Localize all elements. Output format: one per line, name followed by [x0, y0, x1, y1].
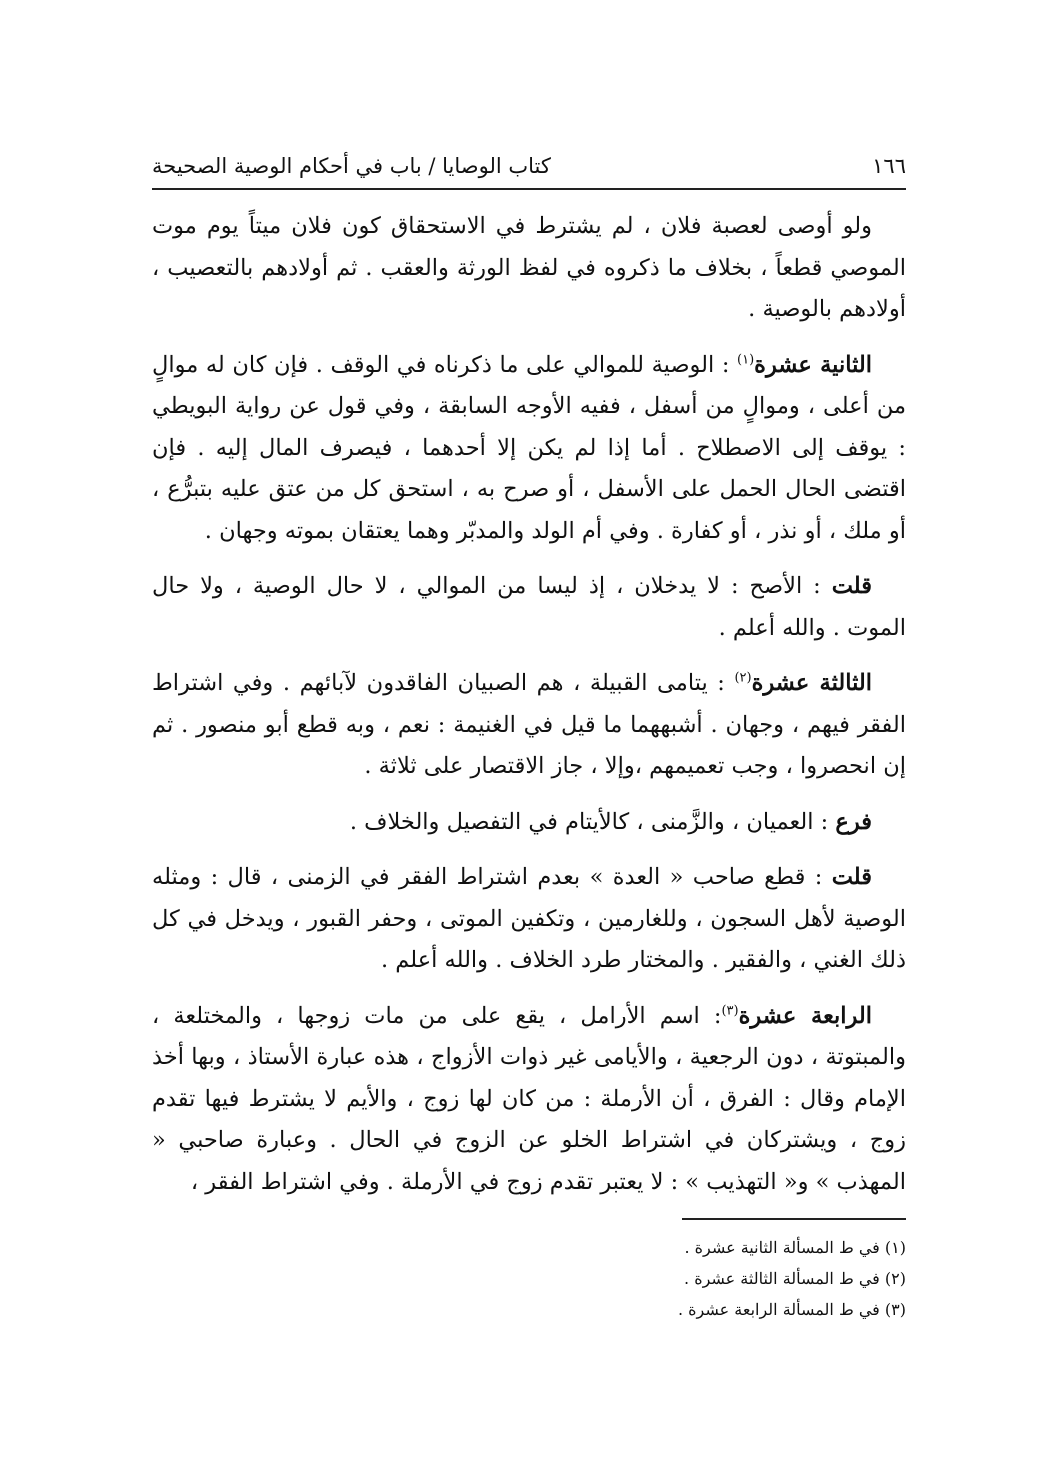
paragraph-qultu-1: [152, 566, 906, 649]
page-number: ١٦٦: [872, 154, 906, 178]
page-header: [152, 144, 906, 184]
footnote-divider: [682, 1218, 906, 1220]
paragraph-lead: فرع: [835, 808, 872, 835]
footnote-item: (١) في ط المسألة الثانية عشرة .: [684, 1238, 906, 1257]
paragraph-intro: [152, 206, 906, 331]
footnote-item: (٣) في ط المسألة الرابعة عشرة .: [677, 1300, 906, 1319]
paragraph-lead: قلت: [831, 864, 872, 890]
footnote-ref: (٢): [734, 670, 752, 686]
paragraph-qultu-2: [152, 857, 906, 982]
paragraph-text: : العميان ، والزَّمنى ، كالأيتام في التفصيل والخلاف .: [349, 808, 836, 835]
paragraph-lead: الثانية عشرة: [754, 351, 872, 378]
footnote-ref: (١): [737, 352, 755, 367]
footnote-item: (٢) في ط المسألة الثالثة عشرة .: [684, 1269, 906, 1288]
paragraph-fourteenth: [152, 996, 906, 1204]
paragraph-text: : الأصح : لا يدخلان ، إذ ليسا من الموالي ، لا حال الوصية ، ولا حال الموت . والله أعلم .: [152, 573, 906, 641]
header-divider: [152, 188, 906, 190]
running-title: كتاب الوصايا / باب في أحكام الوصية الصحيحة: [152, 154, 551, 178]
paragraph-text: : قطع صاحب « العدة » بعدم اشتراط الفقر في الزمنى ، قال : ومثله الوصية لأهل السجون ، وللغارمين ، وتكفين الموتى ، وحفر القبور ، ويدخل في كل ذلك الغني ، والفقير . والمختار طرد الخلاف . والله أعلم .: [152, 864, 906, 973]
paragraph-lead: الثالثة عشرة: [751, 670, 872, 696]
paragraph-text: : اسم الأرامل ، يقع على من مات زوجها ، والمختلعة ، والمبتوتة ، دون الرجعية ، والأيامى غير ذوات الأزواج ، هذه عبارة الأستاذ ، وبها أخذ الإمام وقال : الفرق ، أن الأرملة : من كان لها زوج ، والأيم لا يشترط فيها تقدم زوج ، ويشتركان في اشتراط الخلو عن الزوج في الحال . وعبارة صاحبي « المهذب » و« التهذيب » : لا يعتبر تقدم زوج في الأرملة . وفي اشتراط الفقر ،: [152, 1002, 906, 1195]
paragraph-twelfth: [152, 345, 906, 553]
paragraph-far: [152, 802, 906, 844]
paragraph-lead: الرابعة عشرة: [738, 1002, 872, 1029]
paragraph-text: : الوصية للموالي على ما ذكرناه في الوقف . فإن كان له موالٍ من أعلى ، وموالٍ من أسفل ، ففيه الأوجه السابقة ، وفي قول عن رواية البويطي : يوقف إلى الاصطلاح . أما إذا لم يكن إلا أحدهما ، فيصرف المال إليه . فإن اقتضى الحال الحمل على الأسفل ، أو صرح به ، استحق كل من عتق عليه بتبرُّع ، أو ملك ، أو نذر ، أو كفارة . وفي أم الولد والمدبّر وهما يعتقان بموته وجهان .: [152, 351, 906, 544]
footnote-ref: (٣): [721, 1003, 739, 1018]
paragraph-text: ولو أوصى لعصبة فلان ، لم يشترط في الاستحقاق كون فلان ميتاً يوم موت الموصي قطعاً ، بخلاف ما ذكروه في لفظ الورثة والعقب . ثم أولادهم بالتعصيب ، أولادهم بالوصية .: [152, 213, 906, 322]
paragraph-thirteenth: [152, 663, 906, 788]
main-text: [152, 206, 906, 1217]
paragraph-lead: قلت: [831, 573, 872, 599]
paragraph-text: : يتامى القبيلة ، هم الصبيان الفاقدون لآبائهم . وفي اشتراط الفقر فيهم ، وجهان . أشبههما ما قيل في الغنيمة : نعم ، وبه قطع أبو منصور . ثم إن انحصروا ، وجب تعميمهم ،وإلا ، جاز الاقتصار على ثلاثة .: [152, 670, 906, 779]
footnotes: [500, 1232, 906, 1325]
